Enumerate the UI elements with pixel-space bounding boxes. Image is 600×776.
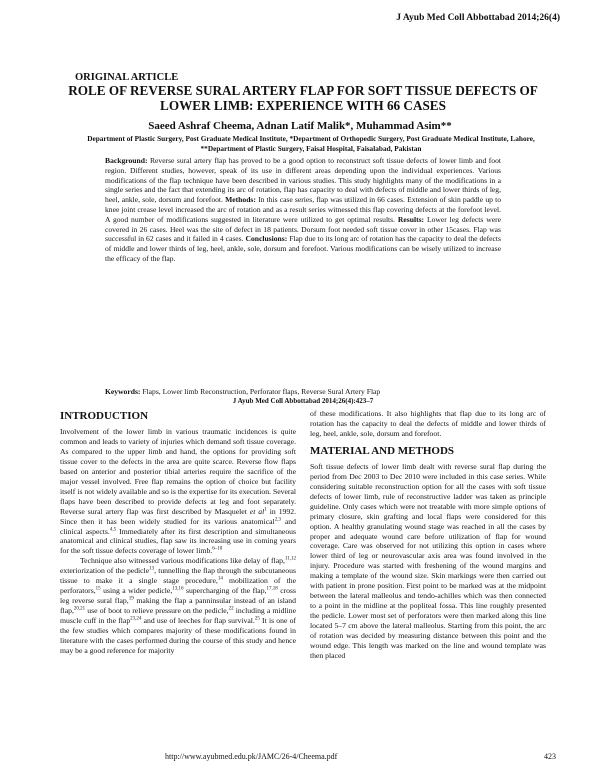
- methods-heading: MATERIAL AND METHODS: [310, 444, 455, 457]
- background-text: Reverse sural artery flap has proved to be a good option to reconstruct soft tissue defects of lower limb and foot region. Different studies, however, speak of its use in different areas depending upon the individual experiences. Various modifications of the flap technique have been described in various studies. This study highlights many of the modifications in a single series and the fact that extending its arc of rotation, flap has capacity to deal with defects of middle and lower thirds of leg, heel, ankle, sole, dorsum and forefoot.: [105, 156, 501, 205]
- methods-text: In this case series, flap was utilized in 66 cases. Extension of skin paddle up to knee joint crease level increased the arc of rotation and as a result series witnessed this flap covering defects at the forefoot level. A good number of modifications suggested in literature were utilized to get optimal results.: [105, 195, 501, 224]
- intro-text: including a midline muscle cuff in the flap: [60, 606, 296, 626]
- reference-superscript: 13,16: [172, 586, 184, 592]
- background-label: Background:: [105, 156, 148, 165]
- intro-text: in 1992. Since then it has been widely studied for its various anatomical: [60, 506, 296, 526]
- section-label: ORIGINAL ARTICLE: [75, 72, 179, 83]
- intro-text: use of boot to relieve pressure on the pedicle,: [85, 606, 229, 616]
- reference-superscript: 2,3: [274, 517, 281, 523]
- citation-line: J Ayub Med Coll Abbottabad 2014;26(4):423–7: [232, 397, 374, 405]
- reference-superscript: 15: [95, 586, 101, 592]
- right-column: [310, 409, 546, 661]
- intro-etal: et al: [249, 506, 265, 516]
- conclusions-text: Flap due to its long arc of rotation has the capacity to deal the defects of middle and lower thirds of leg, heel, ankle, sole, dorsum and forefoot. Various modifications can be wisely utilized to increase the efficacy of the flap.: [105, 234, 501, 263]
- introduction-heading: INTRODUCTION: [60, 410, 149, 422]
- intro-text: and use of leeches for flap survival.: [141, 616, 255, 626]
- results-label: Results:: [397, 214, 425, 224]
- intro-text: mobilization of the perforators,: [60, 576, 296, 596]
- journal-header: J Ayub Med Coll Abbottabad 2014;26(4): [396, 13, 560, 23]
- keywords-label: Keywords:: [105, 387, 141, 396]
- reference-superscript: 6–10: [212, 546, 223, 552]
- abstract: [105, 156, 501, 264]
- intro-text: , tunnelling the flap through the subcutaneous tissue to make it a single stage procedure,: [60, 566, 296, 586]
- intro-text: It is one of the few studies which compares majority of these modifications found in literature with the cases performed during the course of this study and hence may be a good reference for majority: [60, 616, 296, 655]
- methods-paragraph-1: Soft tissue defects of lower limb dealt with reverse sural flap during the period from Dec 2003 to Dec 2010 were included in this case series. While considering suitable reconstruction option for all the cases with soft tissue defects of lower limb, rule of reconstructive ladder was taken as principle guideline. Only cases which were not treatable with more simple options of primary closure, skin grafting and local flaps were considered for this option. A healthy granulating wound stage was reached in all the cases by proper and adequate wound care before utilization of flap for wound coverage. Care was observed for not utilizing this option in cases where lower third of leg or neurovascular axis area was found involved in the injury. Procedure was started with freshening of the wound margins and making a template of the wound size. Skin markings were then carried out with patient in prone position. First point to be marked was at the midpoint between the lateral malleolus and tendo-achilles which was then connected to a point in the midline at the popliteal fossa. This line roughly presented the pedicle. Lower most set of perforators were then marked along this line located 5–7 cm above the lateral malleolus. Starting from this point, the arc of rotation was decided by measuring distance between this point and the wound edge. This length was marked on the line and wound template was then placed: [310, 461, 546, 660]
- methods-label: Methods:: [225, 195, 256, 205]
- intro-text: exteriorization of the pedicle: [60, 566, 150, 576]
- reference-superscript: 23,24: [130, 616, 142, 622]
- intro-text: Involvement of the lower limb in various traumatic incidences is quite common and leads to variety of injuries which demand soft tissue coverage. As compared to the upper limb and hand, the options for providing soft tissue cover to the defects in the area are quite scarce. Reverse flow flaps based on anterior and posterior tibial arteries require the sacrifice of the major vessel involved. Free flap remains the option of choice but facility itself is not widely available and so is the expertise for its execution. Several flaps have been described to provide defects at leg and foot separately. Reverse sural artery flap was first described by Masquelet: [60, 427, 296, 516]
- footer-url[interactable]: http://www.ayubmed.edu.pk/JAMC/26-4/Cheema.pdf: [165, 752, 338, 761]
- intro-text: supercharging of the flap,: [183, 586, 267, 596]
- intro-text: and clinical aspects.: [60, 516, 296, 536]
- reference-superscript: 11,12: [284, 556, 296, 562]
- intro-text: making the flap a panninsular instead of an island flap,: [60, 596, 296, 616]
- reference-superscript: 25: [254, 616, 260, 622]
- reference-superscript: 14: [217, 576, 223, 582]
- reference-superscript: 4,5: [109, 526, 117, 532]
- keywords: [105, 387, 501, 397]
- left-column: [60, 410, 296, 656]
- reference-superscript: 22: [228, 606, 234, 612]
- affiliations: Department of Plastic Surgery, Post Graduate Medical Institute, *Department of Orthopedic Surgery, Post Graduate Medical Institute, Lahore, **Department of Plastic Surgery, Faisal Hospital, Faisalabad, Pakistan: [87, 134, 535, 153]
- reference-superscript: 20,21: [73, 606, 86, 612]
- reference-superscript: 13: [149, 566, 155, 572]
- introduction-continuation: of these modifications. It also highlights that flap due to its long arc of rotation has the capacity to deal the defects of middle and lower thirds of leg, heel, ankle, sole, dorsum and forefoot.: [310, 409, 546, 438]
- intro-text: Technique also witnessed various modifications like delay of flap,: [80, 556, 285, 566]
- article-title: ROLE OF REVERSE SURAL ARTERY FLAP FOR SOFT TISSUE DEFECTS OF LOWER LIMB: EXPERIENCE WITH 66 CASES: [68, 83, 538, 113]
- conclusions-label: Conclusions:: [245, 234, 288, 244]
- authors: Saeed Ashraf Cheema, Adnan Latif Malik*, Muhammad Asim**: [148, 120, 452, 132]
- introduction-paragraph-2: [60, 556, 296, 656]
- reference-superscript: 1: [264, 507, 267, 513]
- reference-superscript: 17,18: [266, 586, 278, 592]
- page-number: 423: [544, 752, 556, 761]
- intro-text: cross leg reverse sural flap,: [60, 586, 296, 606]
- reference-superscript: 19: [128, 596, 134, 602]
- intro-text: Immediately after its first description and simultaneous anatomical and clinical studies, flap saw its increasing use in coming years for the soft tissue defects coverage of lower limb.: [60, 526, 297, 556]
- intro-text: using a wider pedicle,: [100, 586, 173, 596]
- results-text: Lower leg defects were covered in 26 cases. Heel was the site of defect in 18 patients. Dorsum foot needed soft tissue cover in other 15cases. Flap was successful in 62 cases and it failed in 4 cases.: [105, 214, 501, 244]
- keywords-text: Flaps, Lower limb Reconstruction, Perforator flaps, Reverse Sural Artery Flap: [140, 387, 381, 396]
- introduction-paragraph-1: [60, 427, 296, 556]
